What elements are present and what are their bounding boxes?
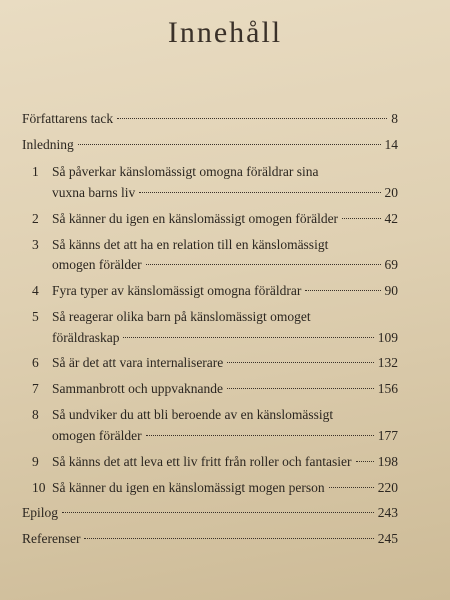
chapter-number: 10 xyxy=(32,480,46,495)
dot-leader xyxy=(117,118,387,119)
entry-title: Referenser xyxy=(22,531,81,546)
chapter-number: 6 xyxy=(32,355,39,370)
page-number: 177 xyxy=(377,428,398,443)
entry-title: Författarens tack xyxy=(22,111,114,126)
entry-title: Inledning xyxy=(22,137,74,152)
dot-leader xyxy=(356,461,374,462)
page-number: 69 xyxy=(384,257,398,272)
page-number: 220 xyxy=(377,480,398,495)
entry-title: Så känns det att leva ett liv fritt från roller och fantasier xyxy=(52,454,352,469)
page-number: 245 xyxy=(377,531,398,546)
dot-leader xyxy=(139,192,380,193)
entry-title: Så känner du igen en känslomässigt omogen förälder xyxy=(52,211,339,226)
page-number: 132 xyxy=(377,355,398,370)
entry-title: Så undviker du att bli beroende av en känslomässigt xyxy=(52,407,334,422)
entry-title: Så är det att vara internaliserare xyxy=(52,355,224,370)
entry-title: vuxna barns liv xyxy=(52,185,136,200)
chapter-number: 8 xyxy=(32,407,39,422)
entry-title: omogen förälder xyxy=(52,428,142,443)
chapter-number: 5 xyxy=(32,309,39,324)
page-number: 90 xyxy=(384,283,398,298)
dot-leader xyxy=(84,538,373,539)
dot-leader xyxy=(227,362,373,363)
entry-title: Så påverkar känslomässigt omogna föräldrar sina xyxy=(52,164,319,179)
dot-leader xyxy=(78,144,381,145)
page-number: 109 xyxy=(377,330,398,345)
dot-leader xyxy=(342,218,380,219)
page-number: 42 xyxy=(384,211,398,226)
entry-title: Sammanbrott och uppvaknande xyxy=(52,381,223,396)
page-number: 198 xyxy=(377,454,398,469)
chapter-number: 1 xyxy=(32,164,39,179)
entry-title: Så reagerar olika barn på känslomässigt omoget xyxy=(52,309,311,324)
chapter-number: 7 xyxy=(32,381,39,396)
dot-leader xyxy=(146,264,381,265)
dot-leader xyxy=(227,388,374,389)
entry-title: föräldraskap xyxy=(52,330,120,345)
page-number: 8 xyxy=(391,111,398,126)
entry-title: Fyra typer av känslomässigt omogna föräldrar xyxy=(52,283,302,298)
page-title: Innehåll xyxy=(167,16,283,49)
entry-title: Så känner du igen en känslomässigt mogen person xyxy=(52,480,325,495)
dot-leader xyxy=(329,487,374,488)
dot-leader xyxy=(123,337,373,338)
page-number: 243 xyxy=(377,505,398,520)
entry-title: Epilog xyxy=(22,505,58,520)
chapter-number: 4 xyxy=(32,283,39,298)
chapter-number: 2 xyxy=(32,211,39,226)
chapter-number: 9 xyxy=(32,454,39,469)
entry-title: Så känns det att ha en relation till en känslomässigt xyxy=(52,237,329,252)
page-number: 14 xyxy=(384,137,398,152)
dot-leader xyxy=(146,435,374,436)
dot-leader xyxy=(62,512,374,513)
page-number: 156 xyxy=(377,381,398,396)
entry-title: omogen förälder xyxy=(52,257,142,272)
dot-leader xyxy=(305,290,380,291)
page-number: 20 xyxy=(384,185,398,200)
chapter-number: 3 xyxy=(32,237,39,252)
